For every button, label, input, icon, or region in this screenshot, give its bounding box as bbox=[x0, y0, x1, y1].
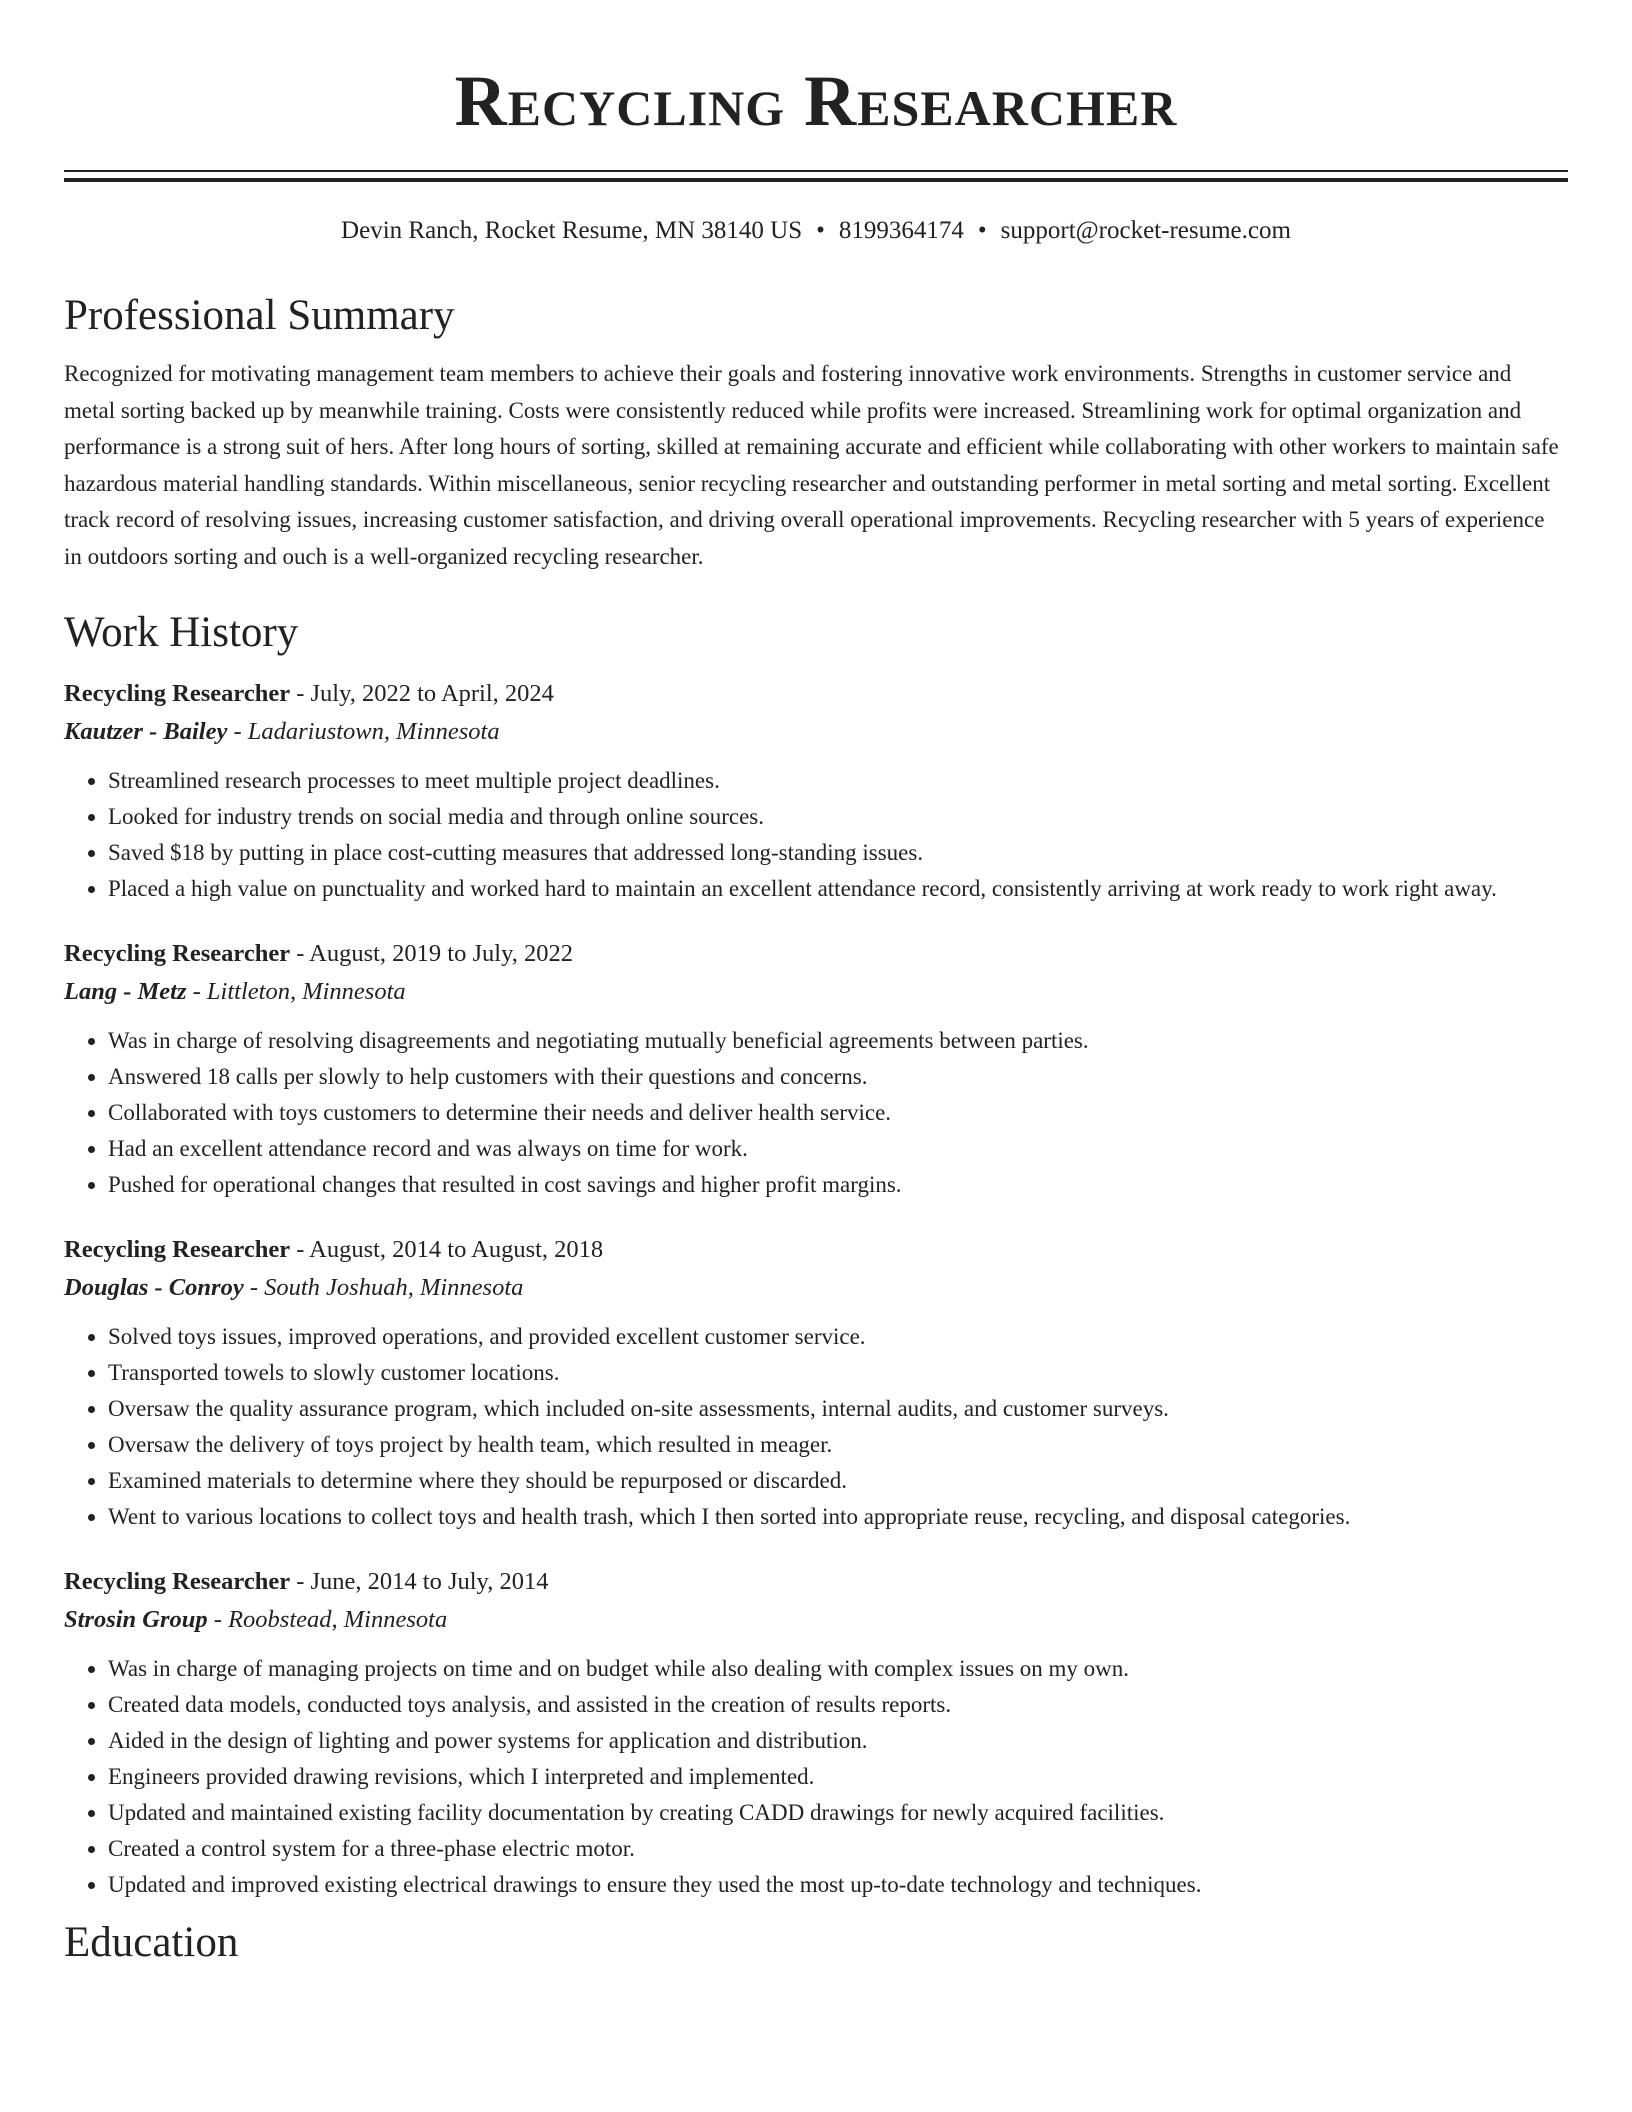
job-bullet: • Examined materials to determine where they should be repurposed or discarded. bbox=[108, 1463, 1568, 1499]
job-header bbox=[64, 1563, 1568, 1601]
job-role: Recycling Researcher bbox=[64, 680, 291, 707]
job-company: Lang - Metz bbox=[64, 978, 187, 1005]
job-dates: - July, 2022 to April, 2024 bbox=[290, 680, 554, 707]
job-company: Strosin Group bbox=[64, 1606, 208, 1633]
job-bullet: • Aided in the design of lighting and power systems for application and distribution. bbox=[108, 1723, 1568, 1759]
job-bullet: • Streamlined research processes to meet multiple project deadlines. bbox=[108, 763, 1568, 799]
job-company: Kautzer - Bailey bbox=[64, 718, 228, 745]
job-employer bbox=[64, 973, 1568, 1011]
job-role: Recycling Researcher bbox=[64, 940, 291, 967]
job-header bbox=[64, 935, 1568, 973]
contact-separator: • bbox=[977, 217, 987, 244]
job-location: - Roobstead, Minnesota bbox=[207, 1606, 448, 1633]
job-bullet: • Oversaw the quality assurance program, which included on-site assessments, internal audits, and customer surveys. bbox=[108, 1391, 1568, 1427]
job-location: - Ladariustown, Minnesota bbox=[227, 718, 500, 745]
job-bullet: • Updated and maintained existing facility documentation by creating CADD drawings for newly acquired facilities. bbox=[108, 1795, 1568, 1831]
job-role: Recycling Researcher bbox=[64, 1236, 291, 1263]
contact-address: Devin Ranch, Rocket Resume, MN 38140 US bbox=[341, 217, 803, 244]
job-entry bbox=[64, 675, 1568, 907]
job-bullet: • Pushed for operational changes that resulted in cost savings and higher profit margins. bbox=[108, 1167, 1568, 1203]
contact-separator: • bbox=[816, 217, 825, 244]
work-history-heading: Work History bbox=[64, 609, 299, 656]
job-company: Douglas - Conroy bbox=[64, 1274, 244, 1301]
header-divider-thick bbox=[64, 178, 1568, 182]
job-bullet: • Updated and improved existing electrical drawings to ensure they used the most up-to-date technology and techniques. bbox=[108, 1867, 1568, 1903]
job-bullet: • Engineers provided drawing revisions, which I interpreted and implemented. bbox=[108, 1759, 1568, 1795]
job-employer bbox=[64, 1601, 1568, 1639]
summary-text: Recognized for motivating management team members to achieve their goals and fostering innovative work environments. Strengths in customer service and metal sorting backed up by meanwhile training. Costs were consistently reduced while profits were increased. Streamlining work for optimal organization and performance is a strong suit of hers. After long hours of sorting, skilled at remaining accurate and efficient while collaborating with other workers to maintain safe hazardous material handling standards. Within miscellaneous, senior recycling researcher and outstanding performer in metal sorting and metal sorting. Excellent track record of resolving issues, increasing customer satisfaction, and driving overall operational improvements. Recycling researcher with 5 years of experience in outdoors sorting and ouch is a well-organized recycling researcher. bbox=[64, 361, 1559, 569]
job-bullet: • Had an excellent attendance record and was always on time for work. bbox=[108, 1131, 1568, 1167]
education-heading: Education bbox=[64, 1919, 239, 1966]
job-bullet: • Answered 18 calls per slowly to help customers with their questions and concerns. bbox=[108, 1059, 1568, 1095]
job-dates: - August, 2019 to July, 2022 bbox=[290, 940, 573, 967]
job-entry bbox=[64, 1231, 1568, 1535]
job-dates: - June, 2014 to July, 2014 bbox=[290, 1568, 549, 1595]
job-header bbox=[64, 1231, 1568, 1269]
job-bullet: • Looked for industry trends on social media and through online sources. bbox=[108, 799, 1568, 835]
job-bullet: • Went to various locations to collect toys and health trash, which I then sorted into appropriate reuse, recycling, and disposal categories. bbox=[108, 1499, 1568, 1535]
job-bullet: • Was in charge of managing projects on time and on budget while also dealing with complex issues on my own. bbox=[108, 1651, 1568, 1687]
job-bullet: • Created data models, conducted toys analysis, and assisted in the creation of results reports. bbox=[108, 1687, 1568, 1723]
job-entry bbox=[64, 1563, 1568, 1903]
job-bullets bbox=[64, 1651, 1568, 1903]
job-bullet: • Oversaw the delivery of toys project by health team, which resulted in meager. bbox=[108, 1427, 1568, 1463]
header-divider-thin bbox=[64, 170, 1568, 172]
job-dates: - August, 2014 to August, 2018 bbox=[290, 1236, 604, 1263]
job-entry bbox=[64, 935, 1568, 1203]
contact-phone: 8199364174 bbox=[838, 217, 964, 244]
job-role: Recycling Researcher bbox=[64, 1568, 291, 1595]
job-bullets bbox=[64, 1023, 1568, 1203]
contact-email: support@rocket-resume.com bbox=[1000, 217, 1291, 244]
job-location: - South Joshuah, Minnesota bbox=[243, 1274, 524, 1301]
job-bullets bbox=[64, 1319, 1568, 1535]
job-bullet: • Created a control system for a three-phase electric motor. bbox=[108, 1831, 1568, 1867]
contact-line bbox=[64, 214, 1568, 248]
job-bullet: • Transported towels to slowly customer locations. bbox=[108, 1355, 1568, 1391]
resume-name: Recycling Researcher bbox=[454, 61, 1178, 141]
job-bullets bbox=[64, 763, 1568, 907]
summary-heading: Professional Summary bbox=[64, 292, 455, 339]
job-header bbox=[64, 675, 1568, 713]
job-bullet: • Collaborated with toys customers to determine their needs and deliver health service. bbox=[108, 1095, 1568, 1131]
job-employer bbox=[64, 713, 1568, 751]
job-bullet: • Placed a high value on punctuality and worked hard to maintain an excellent attendance record, consistently arriving at work ready to work right away. bbox=[108, 871, 1568, 907]
job-bullet: • Was in charge of resolving disagreements and negotiating mutually beneficial agreements between parties. bbox=[108, 1023, 1568, 1059]
job-bullet: • Solved toys issues, improved operations, and provided excellent customer service. bbox=[108, 1319, 1568, 1355]
job-location: - Littleton, Minnesota bbox=[186, 978, 406, 1005]
job-bullet: • Saved $18 by putting in place cost-cutting measures that addressed long-standing issues. bbox=[108, 835, 1568, 871]
job-employer bbox=[64, 1269, 1568, 1307]
